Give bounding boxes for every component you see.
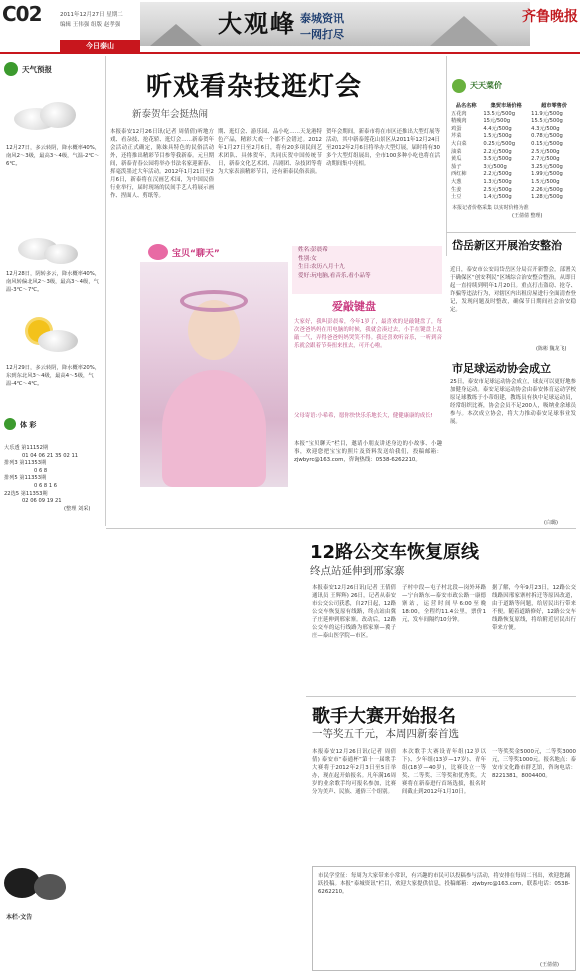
column-subtitle: 一网打尽 xyxy=(300,28,344,41)
price-row xyxy=(450,179,578,187)
weather-day-1: 12月27日，多云转阴，降水概率40%，南风2～3级，最高3～4级，气温-2℃～6℃。 xyxy=(6,145,101,167)
cloud-icon xyxy=(44,244,78,264)
singer-article-col-3: 一等奖奖金5000元，二等奖3000元，三等奖1000元。报名地点：泰安市文化路市群艺馆，咨询电话：8221381，8004400。 xyxy=(492,749,576,779)
price-item-name: 精瘦肉 xyxy=(451,118,467,125)
flower-wreath-icon xyxy=(180,290,248,312)
baby-call-for-entries: 本报“宝贝聊天”栏目，邀请小朋友讲述身边的小故事、小趣事，欢迎您把宝宝的照片及资料发送给我们，投稿邮箱：zjwbyrc@163.com，咨询热线：0538-6262210。 xyxy=(294,441,442,463)
baby-info-box xyxy=(292,246,442,294)
dress-shape xyxy=(162,370,266,487)
newspaper-masthead: 齐鲁晚报 xyxy=(522,9,578,25)
price-market: 4.4元/500g xyxy=(483,125,512,132)
price-market: 3.5元/500g xyxy=(483,156,512,163)
baby-hobby: 爱好:玩电脑,看音乐,看小品等 xyxy=(298,272,371,279)
baby-photo xyxy=(140,262,288,487)
lottery-row: 01 04 06 21 35 02 11 xyxy=(22,452,79,459)
price-supermarket: 0.78元/500g xyxy=(531,133,563,140)
price-market: 1.4元/500g xyxy=(483,194,512,201)
price-market: 1.3元/500g xyxy=(483,178,512,185)
singer-headline: 歌手大赛开始报名 xyxy=(312,706,456,727)
baby-section-label: 宝贝“聊天” xyxy=(172,249,220,259)
weather-day-2: 12月28日，阴转多云，降水概率40%，南风转偏北风2～3级，最高3～4级，气温-3℃～7℃。 xyxy=(6,271,101,293)
price-supermarket: 2.5元/500g xyxy=(531,148,560,155)
singer-subheadline: 一等奖五千元，本周四新泰首选 xyxy=(312,728,459,740)
lottery-header-label: 体 彩 xyxy=(20,421,37,429)
main-article-col-1: 本报泰安12月26日讯(记者 周倩倩)听地方戏、看杂技、抢花轿、逛灯会……新泰贺年会活动正式确定，陈妹具特色的民俗活动外，还将推出精彩节目参等我新泰。元旦期间，新泰青春公园将举办书法名家迎新春、挥毫泼墨过大年活动。2012年1月21日至2月6日，新泰将在汉画艺术园，为中国民俗行业举行，届时现场的民间手艺人将展示画作、捏面人、剪纸等。 xyxy=(110,129,214,199)
baby-story-title: 爱敲键盘 xyxy=(332,300,376,313)
price-row xyxy=(450,171,578,179)
daiyue-headline: 岱岳新区开展治安整治 xyxy=(452,239,562,252)
column-title: 泰城资讯 xyxy=(300,12,344,25)
lottery-results xyxy=(4,445,104,513)
pavilion-roof-icon xyxy=(150,24,202,46)
bus-subheadline: 终点站延伸到邢家寨 xyxy=(310,565,405,577)
price-row xyxy=(450,156,578,164)
baby-gender: 性别:女 xyxy=(298,255,317,262)
divider xyxy=(306,696,576,697)
price-row xyxy=(450,118,578,126)
editors-line: 编辑 王伟强 组版 赵孝强 xyxy=(60,22,121,28)
price-item-name: 西红柿 xyxy=(451,171,467,178)
price-table-header xyxy=(450,103,578,111)
page-number: C02 xyxy=(2,2,42,26)
price-item-name: 生姜 xyxy=(451,186,462,193)
price-row xyxy=(450,187,578,195)
price-item-name: 油菜 xyxy=(451,148,462,155)
baby-story-text: 大家好，我叫彭晨希，今年1岁了，最喜欢的是敲键盘了，每次爸爸妈妈在用电脑的时候，我就会凑过去，小手在键盘上乱敲一气，弄得爸爸妈妈哭笑不得。我还喜欢听音乐，一听到音乐就会跟着节奏扭来扭去，可开心啦。 xyxy=(294,319,442,349)
lottery-row: 0 6 8 xyxy=(34,467,48,474)
price-row xyxy=(450,133,578,141)
lottery-row: 大乐透 第11152期 xyxy=(4,445,49,451)
price-row xyxy=(450,194,578,202)
baby-section-header xyxy=(148,243,288,261)
bus-headline: 12路公交车恢复原线 xyxy=(310,542,480,563)
price-item-name: 大葱 xyxy=(451,178,462,185)
football-headline: 市足球运动协会成立 xyxy=(452,362,551,375)
lottery-row: 排列3 第11353期 xyxy=(4,460,47,467)
area-tag: 今日泰山 xyxy=(60,40,140,52)
price-market: 13.5元/500g xyxy=(483,110,515,117)
price-item-name: 芹菜 xyxy=(451,133,462,140)
divider xyxy=(446,232,576,233)
price-supermarket: 0.15元/500g xyxy=(531,140,563,147)
price-supermarket: 2.26元/500g xyxy=(531,186,563,193)
ad-logo-text: 本栏·文告 xyxy=(6,914,33,921)
ink-brush-icon xyxy=(34,874,66,900)
lottery-header xyxy=(4,418,102,430)
lottery-badge-icon xyxy=(4,418,16,430)
weather-badge-icon xyxy=(4,62,18,76)
price-item-name: 土豆 xyxy=(451,194,462,201)
vegetable-icon xyxy=(452,79,466,93)
weather-header-label: 天气预报 xyxy=(22,65,52,74)
bus-article-col-2: 子村中段—屯子村北段—岗外环路—宁台路东—泰安市政公路一康德寨站，运营时间早6:00至晚18:00，全程约11.4公里，票价1元，发车间隔约10分钟。 xyxy=(402,585,486,623)
lottery-row: 排列5 第11353期 xyxy=(4,475,47,482)
price-market: 2.2元/500g xyxy=(483,171,512,178)
price-market: 2.5元/500g xyxy=(483,186,512,193)
price-col-market: 集贸市场价格 xyxy=(490,103,522,109)
section-title: 大观峰 xyxy=(218,9,296,38)
price-supermarket: 15.5元/500g xyxy=(531,118,563,125)
weather-day-3: 12月29日，多云转阴，降水概率20%，东到东北风3～4级，最高4～5级，气温-4℃～4℃。 xyxy=(6,365,101,387)
lottery-row: 02 06 09 19 21 xyxy=(22,498,62,505)
football-credit: (白璐) xyxy=(544,520,558,526)
price-item-name: 黄瓜 xyxy=(451,156,462,163)
main-subheadline: 新泰贺年会挺热闹 xyxy=(132,109,209,120)
price-header-label: 天天菜价 xyxy=(470,81,502,90)
price-note: 本报记者价格采集 以实时价格为准 xyxy=(452,205,529,211)
football-body: 25日，泰安市足球运动协会成立，球友可以更好地参加健身运动。泰安足球运动协会由泰安体育运动学校原足球教练于小蒂组建，教练员有执中足球运动员，经常组织比赛，协会会员不足200人，吸纳业余球员参与。本次成立协会，将大力推动泰安足球事业发展。 xyxy=(450,379,576,425)
price-market: 0.25元/500g xyxy=(483,140,515,147)
header-rule xyxy=(0,52,580,54)
price-row xyxy=(450,141,578,149)
ad-logo xyxy=(4,864,76,906)
price-market: 1.5元/500g xyxy=(483,133,512,140)
lottery-row: 0 6 8 1 6 xyxy=(34,482,58,489)
singer-article-col-1: 本报泰安12月26日讯(记者 周倩倩) 泰安市“泰通杯”第十一届歌手大赛将于2012年2月3日至5日举办，现在起开始报名。凡年满16周岁的业余歌手均可报名参加，比赛分为美声、民族、通俗三个组别。 xyxy=(312,749,396,795)
pavilion-roof-icon xyxy=(430,16,498,46)
ad-text: 市民学堂征：每周为大家带来小常识，有兴趣的市民可以投稿参与活动，将安排在每周二刊出，欢迎您踊跃投稿。本报“泰城资讯”栏目，欢迎大家提供信息，投稿邮箱：zjwbyrc@163.com，联系电话：0538-6262210。 xyxy=(318,873,570,895)
bus-article-col-1: 本报泰安12月26日讯(记者 王倩倩 通讯员 王辉辉) 26日，记者从泰安市公交公司获悉，自27日起，12路公交车恢复原有线路，终点站由冀子庄延伸到邢家寨。改动后，12路公交车的运行线路为邢家寨—冀子庄—泰山医学院—市区。 xyxy=(312,585,396,639)
price-supermarket: 11.9元/500g xyxy=(531,110,563,117)
cloud-icon xyxy=(40,102,76,128)
baby-birthday: 生日:农历八月十九 xyxy=(298,264,345,271)
price-item-name: 茄子 xyxy=(451,163,462,170)
price-item-name: 五花肉 xyxy=(451,110,467,117)
weather-header xyxy=(4,62,100,76)
daiyue-credit: (陈彬 魏龙飞) xyxy=(536,346,567,352)
bus-article-col-3: 据了解，今年9月23日，12路公交线路因邢家寨村拆迁等原因改道，由于道路等问题，给居民出行带来不便。随着道路修好，12路公交车线路恢复原线，将给附近居民出行带来方便。 xyxy=(492,585,576,631)
price-supermarket: 1.28元/500g xyxy=(531,194,563,201)
price-supermarket: 1.5元/500g xyxy=(531,178,560,185)
lottery-credit: (整理 刘采) xyxy=(64,505,91,512)
price-market: 2.2元/500g xyxy=(483,148,512,155)
price-table xyxy=(450,103,578,202)
baby-name: 姓名:彭晨希 xyxy=(298,247,328,253)
price-market: 15元/500g xyxy=(483,118,511,125)
main-headline: 听戏看杂技逛灯会 xyxy=(146,72,363,102)
price-supermarket: 1.99元/500g xyxy=(531,171,563,178)
singer-article-col-2: 本次歌手大赛设青年组(12岁以下)、少年组(13岁—17岁)、青年组(18岁—40岁)，比赛设立一等奖、二等奖、三等奖和优秀奖。大赛将在新泰进行首场选拔，报名时间截止到2012年1月10日。 xyxy=(402,749,486,795)
lottery-row: 22选5 第11353期 xyxy=(4,490,48,497)
ad-credit: (王倩倩) xyxy=(540,962,559,968)
daiyue-body: 近日，泰安市公安局岱岳区分局召开新警会，部署关于确保区“创安利民”区域综合治安整合整治。从即日起一直持续到明年1月20日。重点打击盗窃、抢夺、诈骗等违法行为，对辖区内出租房屋进行全面清查登记，发现问题及时整改，确保节日期间社会治安稳定。 xyxy=(450,267,576,313)
main-article-col-3: 贺年会期间，新泰市将在市区还推出大型灯展等活动，其中新泰莲花山景区从2011年12月24日至2012年2月6日将举办大型灯展，届时将有30多个大型灯组展出，全市100多种小吃也将在活动期间集中亮相。 xyxy=(326,129,440,167)
parents-message: 父母寄语:小希希，愿你快快乐乐地长大，健健康康的成长! xyxy=(294,413,433,419)
baby-logo-icon xyxy=(148,244,168,260)
price-credit: (王倩倩 整理) xyxy=(512,213,543,219)
issue-date: 2011年12月27日 星期二 xyxy=(60,12,123,18)
divider xyxy=(106,528,576,529)
price-header xyxy=(452,79,572,93)
main-article-col-2: 期、逛灯会、游乐园、品小吃……天龙港特色产品，精彩大戏一个都不会错过。2012年1月27日至2月6日，将有20多项民间艺术团队、具体贺年，共同庆贺中国传统节日，新泰文化艺术团、吕剧团、杂技团等将为大家表演精彩节目，还有新泰民俗表演。 xyxy=(218,129,322,175)
price-col-supermarket: 超市零售价 xyxy=(541,103,568,109)
price-col-name: 品名名称 xyxy=(455,103,477,109)
price-supermarket: 2.7元/500g xyxy=(531,156,560,163)
cloud-icon xyxy=(38,330,78,352)
price-item-name: 大白菜 xyxy=(451,140,467,147)
price-supermarket: 4.3元/500g xyxy=(531,125,560,132)
price-item-name: 鸡蛋 xyxy=(451,125,462,132)
price-market: 3元/500g xyxy=(483,163,507,170)
price-supermarket: 3.25元/500g xyxy=(531,163,563,170)
